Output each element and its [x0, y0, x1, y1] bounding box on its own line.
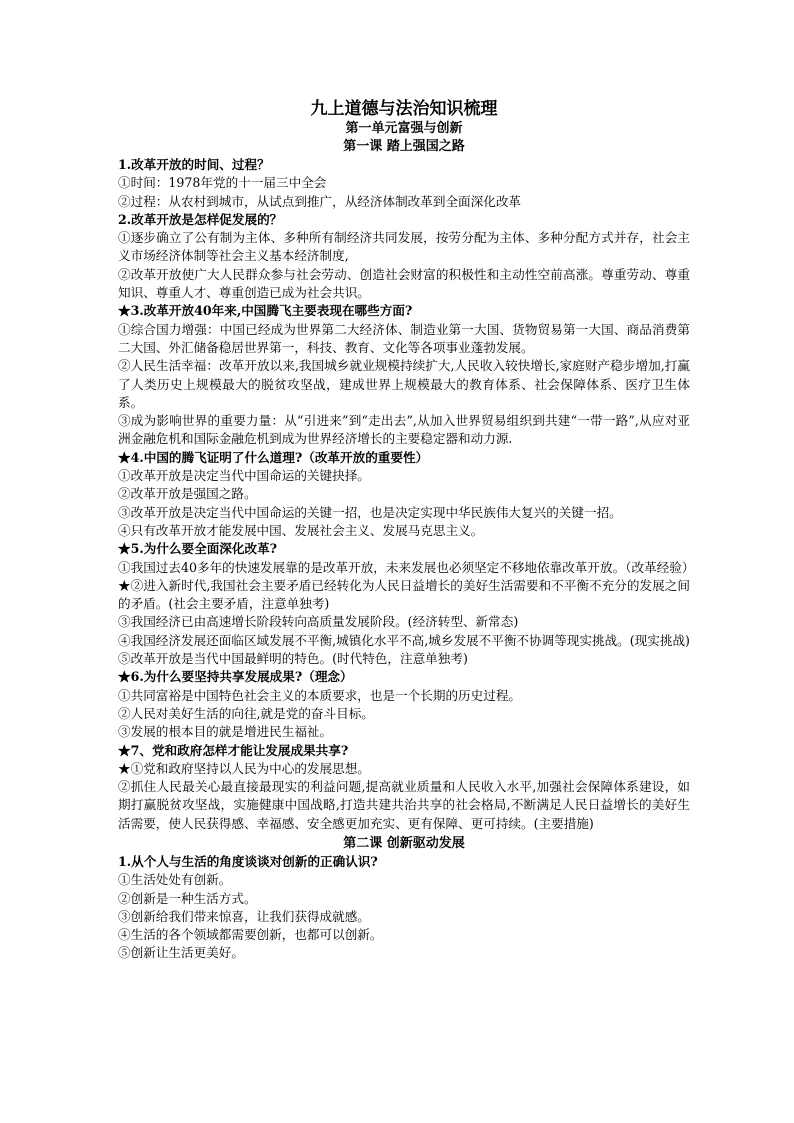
question-heading: ★4.中国的腾飞证明了什么道理?（改革开放的重要性） — [118, 449, 429, 465]
question-heading: 2.改革开放是怎样促发展的？ — [118, 211, 283, 227]
question-heading: 1.改革开放的时间、过程？ — [118, 157, 270, 172]
answer-paragraph: ①逐步确立了公有制为主体、多种所有制经济共同发展，按劳分配为主体、多种分配方式并存，社会主义市场经济体制等社会主义基本经济制度, — [118, 230, 690, 264]
question-heading: ★7、党和政府怎样才能让发展成果共享? — [118, 742, 349, 758]
question-heading: ★3.改革开放40年来,中国腾飞主要表现在哪些方面? — [118, 303, 413, 319]
answer-paragraph: ①改革开放是决定当代中国命运的关键抉择。 — [118, 468, 370, 484]
answer-paragraph: ★①党和政府坚持以人民为中心的发展思想。 — [118, 760, 370, 776]
answer-paragraph: ④生活的各个领域都需要创新，也都可以创新。 — [118, 927, 383, 943]
answer-paragraph: ①综合国力增强：中国已经成为世界第二大经济体、制造业第一大国、货物贸易第一大国、商品消费第二大国、外汇储备稳居世界第一，科技、教育、文化等各项事业蓬勃发展。 — [118, 321, 690, 355]
answer-paragraph: ③我国经济已由高速增长阶段转向高质量发展阶段。(经济转型、新常态) — [118, 614, 519, 630]
lesson-heading-1: 第一课 踏上强国之路 — [343, 139, 465, 154]
answer-paragraph: ⑤改革开放是当代中国最鲜明的特色。(时代特色，注意单独考) — [118, 651, 468, 667]
question-heading: ★6.为什么要坚持共享发展成果?（理念） — [118, 669, 353, 685]
question-heading: 1.从个人与生活的角度谈谈对创新的正确认识? — [118, 853, 378, 869]
answer-paragraph: ③发展的根本目的就是增进民生福祉。 — [118, 724, 333, 740]
answer-paragraph: ②创新是一种生活方式。 — [118, 890, 257, 906]
answer-paragraph: ⑤创新让生活更美好。 — [118, 945, 244, 961]
answer-paragraph: ①时间：1978年党的十一届三中全会 — [118, 175, 327, 191]
answer-paragraph: ②抓住人民最关心最直接最现实的利益问题,提高就业质量和人民收入水平,加强社会保障体系建设，如期打赢脱贫攻坚战，实施健康中国战略,打造共建共治共享的社会格局,不断满足人民日益增长的美好生活需要，使人民获得感、幸福感、安全感更加充实、更有保障、更可持续。(主要措施) — [118, 779, 690, 831]
question-heading: ★5.为什么要全面深化改革? — [118, 541, 278, 557]
answer-paragraph: ①共同富裕是中国特色社会主义的本质要求，也是一个长期的历史过程。 — [118, 687, 521, 703]
answer-paragraph: ③成为影响世界的重要力量：从“引进来”到“走出去”,从加入世界贸易组织到共建“一带一路”,从应对亚洲金融危机和国际金融危机到成为世界经济增长的主要稳定器和动力源. — [118, 413, 690, 447]
answer-paragraph: ②过程：从农村到城市，从试点到推广，从经济体制改革到全面深化改革 — [118, 193, 521, 209]
answer-paragraph: ①生活处处有创新。 — [118, 872, 232, 888]
answer-paragraph: ②改革开放使广大人民群众参与社会劳动、创造社会财富的积极性和主动性空前高涨。尊重劳动、尊重知识、尊重人才、尊重创造已成为社会共识。 — [118, 266, 690, 301]
answer-paragraph: ③创新给我们带来惊喜，让我们获得成就感。 — [118, 908, 370, 924]
document-title: 九上道德与法治知识梳理 — [310, 99, 498, 119]
answer-paragraph: ②人民生活幸福：改革开放以来,我国城乡就业规模持续扩大,人民收入较快增长,家庭财产稳步增加,打赢了人类历史上规模最大的脱贫攻坚战，建成世界上规模最大的教育体系、社会保障体系、医疗卫生体系。 — [118, 358, 690, 410]
answer-paragraph: ③改革开放是决定当代中国命运的关键一招，也是决定实现中华民族伟大复兴的关键一招。 — [118, 504, 622, 520]
document-body — [118, 98, 695, 963]
answer-paragraph: ④我国经济发展还面临区域发展不平衡,城镇化水平不高,城乡发展不平衡不协调等现实挑战。(现实挑战) — [118, 632, 690, 648]
answer-paragraph: ②改革开放是强国之路。 — [118, 486, 257, 502]
answer-paragraph: ①我国过去40多年的快速发展靠的是改革开放，未来发展也必须坚定不移地依靠改革开放。（改革经验） — [118, 559, 695, 575]
answer-paragraph: ★②进入新时代,我国社会主要矛盾已经转化为人民日益增长的美好生活需要和不平衡不充分的发展之间的矛盾。(社会主要矛盾，注意单独考) — [118, 577, 690, 612]
unit-heading: 第一单元富强与创新 — [345, 121, 463, 136]
lesson-heading-2: 第二课 创新驱动发展 — [343, 835, 465, 851]
answer-paragraph: ④只有改革开放才能发展中国、发展社会主义、发展马克思主义。 — [118, 522, 484, 538]
answer-paragraph: ②人民对美好生活的向往,就是党的奋斗目标。 — [118, 705, 374, 721]
